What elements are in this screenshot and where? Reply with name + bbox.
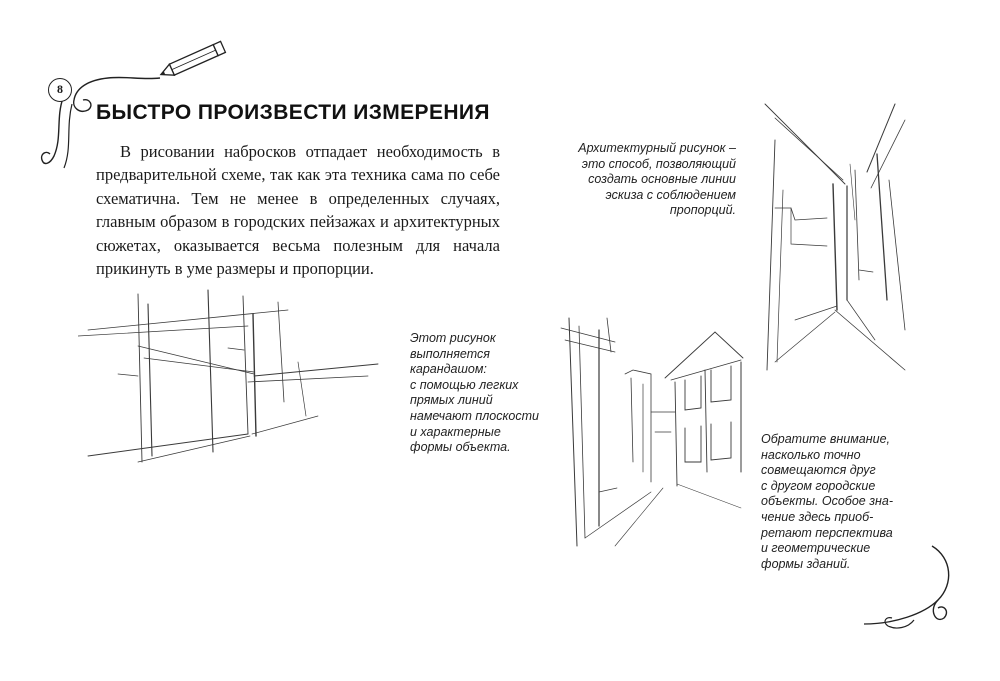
- page-title: БЫСТРО ПРОИЗВЕСТИ ИЗМЕРЕНИЯ: [96, 101, 490, 124]
- street-sketch-center: [555, 312, 755, 552]
- caption-architectural: Архитектурный рисунок – это способ, позволяющий создать основные линии эскиза с соблюдением пропорций.: [578, 141, 736, 218]
- caption-pencil-sketch: Этот рисунок выполняется карандашом: с помощью легких прямых линий намечают плоскости и характерные формы объекта.: [410, 331, 539, 455]
- intro-paragraph: В рисовании набросков отпадает необходимость в предварительной схеме, так как эта техника сама по себе схематична. Тем не менее в определенных случаях, главным образом в городских пейзажах и архитектурных сюжетах, оказывается весьма полезным для начала прикинуть в уме размеры и пропорции.: [96, 142, 500, 279]
- page-number: 8: [48, 78, 72, 102]
- street-sketch-left: [78, 284, 398, 474]
- caption-attention: Обратите внимание, насколько точно совмещаются друг с другом городские объекты. Особое зна- чение здесь приоб- ретают перспектива и геометрические формы зданий.: [761, 432, 894, 571]
- pencil-icon: [156, 38, 236, 82]
- alley-sketch-right: [755, 100, 915, 380]
